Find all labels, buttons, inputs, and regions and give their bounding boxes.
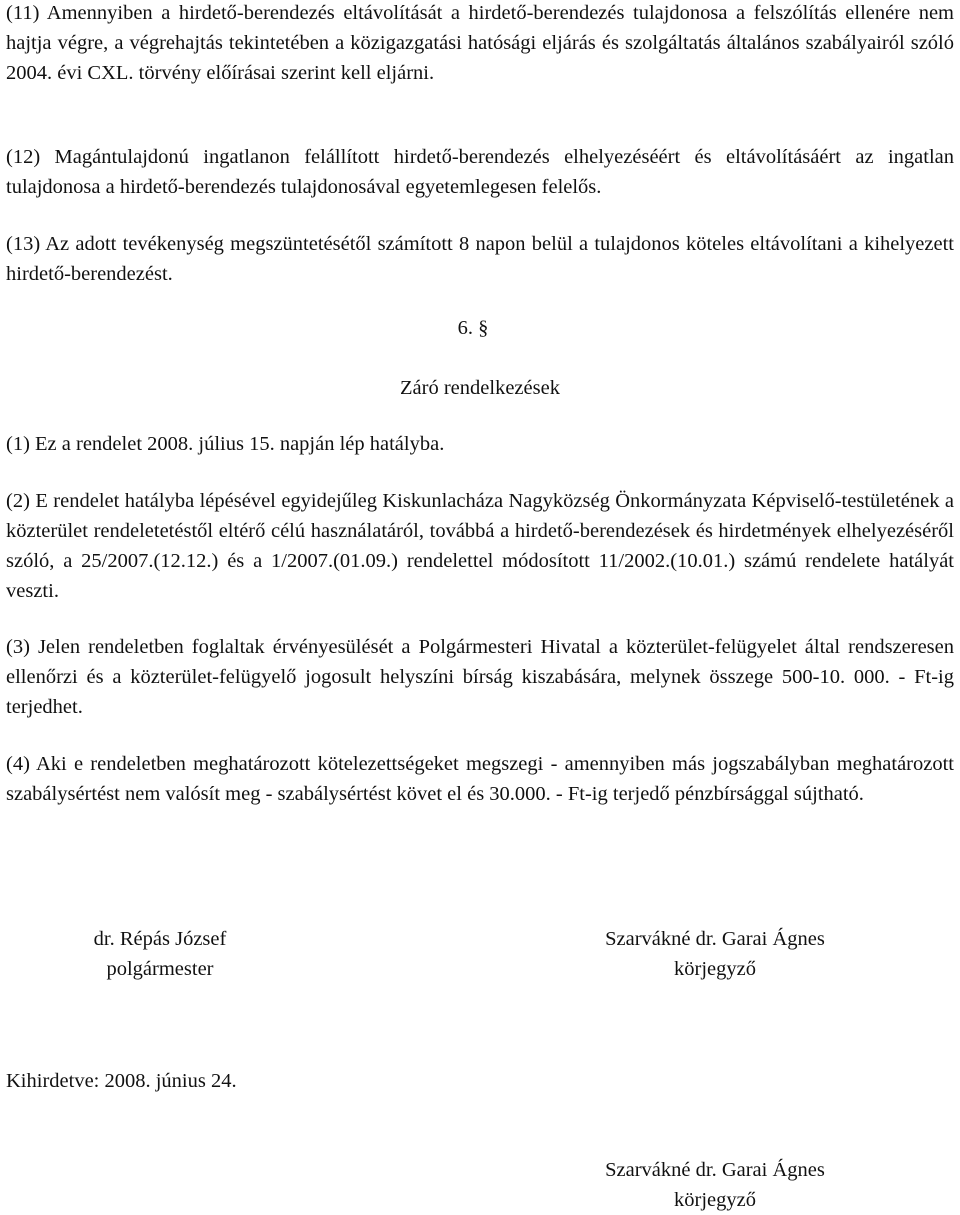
footer-clerk-title: körjegyző xyxy=(674,1189,756,1211)
mayor-name: dr. Répás József xyxy=(93,928,227,950)
closing-paragraph-2: (2) E rendelet hatályba lépésével egyidejűleg Kiskunlacháza Nagyközség Önkormányzata Képviselő-testületének a közterület rendeletetéstől eltérő célú használatáról, továbbá a hirdető-berendezések és hirdetmények elhelyezéséről szóló, a 25/2007.(12.12.) és a 1/2007.(01.09.) rendelettel módosított 11/2002.(10.01.) számú rendelete hatályát veszti. xyxy=(6,490,954,602)
section-title: Záró rendelkezések xyxy=(400,377,560,399)
mayor-title: polgármester xyxy=(106,958,214,980)
paragraph-11: (11) Amennyiben a hirdető-berendezés eltávolítását a hirdető-berendezés tulajdonosa a felszólítás ellenére nem hajtja végre, a végrehajtás tekintetében a közigazgatási hatósági eljárás és szolgáltatás általános szabályairól szóló 2004. évi CXL. törvény előírásai szerint kell eljárni. xyxy=(6,2,954,84)
clerk-title: körjegyző xyxy=(674,958,756,980)
closing-paragraph-1: (1) Ez a rendelet 2008. július 15. napján lép hatályba. xyxy=(6,433,445,455)
signature-clerk xyxy=(560,924,870,984)
clerk-name: Szarvákné dr. Garai Ágnes xyxy=(605,928,825,950)
paragraph-12: (12) Magántulajdonú ingatlanon felállított hirdető-berendezés elhelyezéséért és eltávolításáért az ingatlan tulajdonosa a hirdető-berendezés tulajdonosával egyetemlegesen felelős. xyxy=(6,146,954,198)
closing-paragraph-3: (3) Jelen rendeletben foglaltak érvényesülését a Polgármesteri Hivatal a közterület-felügyelet által rendszeresen ellenőrzi és a közterület-felügyelő jogosult helyszíni bírság kiszabására, melynek összege 500-10. 000. - Ft-ig terjedhet. xyxy=(6,636,954,718)
section-number: 6. § xyxy=(457,317,489,339)
footer-signature-clerk xyxy=(560,1155,870,1215)
paragraph-13: (13) Az adott tevékenység megszüntetésétől számított 8 napon belül a tulajdonos köteles eltávolítani a kihelyezett hirdető-berendezést. xyxy=(6,233,954,285)
announcement-date: Kihirdetve: 2008. június 24. xyxy=(6,1070,237,1092)
footer-clerk-name: Szarvákné dr. Garai Ágnes xyxy=(605,1159,825,1181)
closing-paragraph-4: (4) Aki e rendeletben meghatározott kötelezettségeket megszegi - amennyiben más jogszabályban meghatározott szabálysértést nem valósít meg - szabálysértést követ el és 30.000. - Ft-ig terjedő pénzbírsággal sújtható. xyxy=(6,753,954,805)
signature-mayor xyxy=(40,924,280,984)
